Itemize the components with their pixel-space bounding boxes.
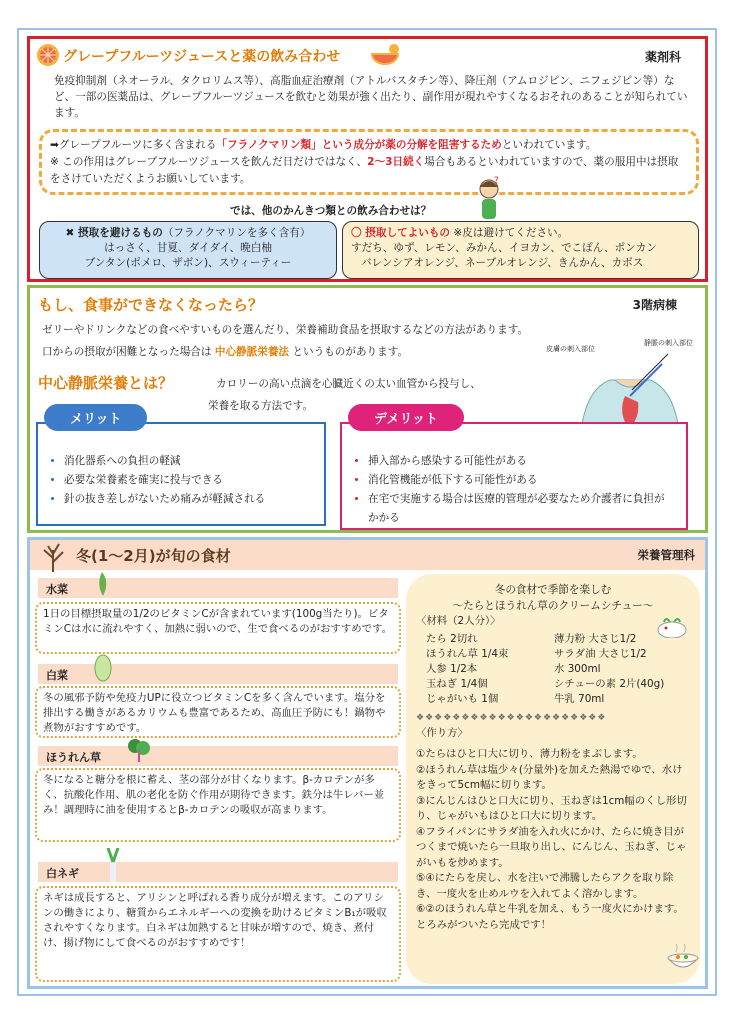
note-emphasis: 「フラノクマリン類」という成分が薬の分解を阻害するため xyxy=(216,139,502,151)
ingredient: 薄力粉 大さじ1/2 xyxy=(554,633,637,645)
list-item: • 消化管機能が低下する可能性がある xyxy=(368,471,674,490)
list-item: • 必要な栄養素を確実に投与できる xyxy=(64,471,265,490)
recipe-step: ⑥②のほうれん草と牛乳を加え、もう一度火にかけます。とろみがついたら完成です！ xyxy=(416,903,684,931)
vegetable-description: 1日の目標摂取量の1/2のビタミンCが含まれています(100g当たり)。ビタミンCは水に流れやすく、加熱に弱いので、生で食べるのがおすすめです。 xyxy=(35,602,401,654)
vegetable-description: ネギは成長すると、アリシンと呼ばれる香り成分が増えます。このアリシンの働きにより、糖質からエネルギーへの変換を助けるビタミンB₁が吸収されやすくなります。白ネギは加熱すると甘味が増すので、焼き、煮付け、揚げ物にして食べるのがおすすめです！ xyxy=(35,886,401,982)
note-text: といわれています。 xyxy=(501,139,597,151)
divider: ❖❖❖❖❖❖❖❖❖❖❖❖❖❖❖❖❖❖❖❖❖ xyxy=(416,713,607,723)
avoid-subtitle: （フラノクマリンを多く含有） xyxy=(162,227,311,239)
list-item: • 在宅で実施する場合は医療的管理が必要なため介護者に負担がかかる xyxy=(368,490,674,528)
nutrition-section xyxy=(27,285,708,533)
vegetable-label: 水菜 xyxy=(38,578,398,598)
ingredients-label: 〈材料（2人分）〉 xyxy=(416,615,501,627)
recipe-step: ⑤④にたらを戻し、水を注いで沸騰したらアクを取り除き、一度火を止めルウを入れてよく溶かします。 xyxy=(416,872,674,900)
steps-label: 〈作り方〉 xyxy=(416,727,468,739)
list-item: • 挿入部から感染する可能性がある xyxy=(368,452,674,471)
figure-label: 静脈の刺入部位 xyxy=(644,339,693,347)
section-title: もし、食事ができなくなったら？ xyxy=(38,296,264,314)
vegetable-label: 白菜 xyxy=(38,664,398,684)
recipe-subtitle: ～たらとほうれん草のクリームシチュー～ xyxy=(452,600,654,612)
ok-box xyxy=(342,221,699,279)
bare-tree-icon xyxy=(36,542,70,572)
vegetable-description: 冬になると糖分を根に蓄え、茎の部分が甘くなります。β-カロテンが多く、抗酸化作用、肌の老化を防ぐ作用が期待できます。鉄分は牛レバー並み！調理時に油を使用するとβ-カロテンの吸収が高まります。 xyxy=(35,768,401,842)
section-title: グレープフルーツジュースと薬の飲み合わせ xyxy=(63,49,341,65)
body-text: 口からの摂取が困難となった場合は 中心静脈栄養法 というものがあります。 xyxy=(42,346,409,358)
ingredient: シチューの素 2片(40g) xyxy=(554,678,665,690)
list-item: • 消化器系への負担の軽減 xyxy=(64,452,265,471)
ingredient: 人参 1/2本 xyxy=(426,663,478,675)
note-emphasis: 2～3日続く xyxy=(367,156,425,168)
spinach-icon xyxy=(126,736,152,762)
body-text: ゼリーやドリンクなどの食べやすいものを選んだり、栄養補助食品を摂取するなどの方法があります。 xyxy=(42,324,529,336)
grapefruit-half-icon xyxy=(370,43,400,65)
vegetable-label: 白ネギ xyxy=(38,862,398,882)
figure-label: 皮膚の刺入部位 xyxy=(546,345,595,353)
ingredient: たら 2切れ xyxy=(426,633,478,645)
ingredient: サラダ油 大さじ1/2 xyxy=(554,648,647,660)
ingredient: 水 300ml xyxy=(554,663,601,675)
ingredients-list xyxy=(426,632,690,707)
ok-list: すだち、ゆず、レモン、みかん、イヨカン、でこぽん、ポンカン xyxy=(351,242,657,254)
stew-bowl-icon xyxy=(666,944,700,974)
note-text: ➡グレープフルーツに多く含まれる xyxy=(50,139,217,151)
snow-rabbit-icon xyxy=(656,616,688,638)
ingredient: 玉ねぎ 1/4個 xyxy=(426,678,488,690)
ingredient: ほうれん草 1/4束 xyxy=(426,648,509,660)
recipe-step: ①たらはひと口大に切り、薄力粉をまぶします。 xyxy=(416,748,643,760)
ingredient: じゃがいも 1個 xyxy=(426,693,499,705)
subheading: 中心静脈栄養とは？ xyxy=(38,374,174,392)
mizuna-icon xyxy=(92,570,114,596)
ingredient: 牛乳 70ml xyxy=(554,693,605,705)
section-title: 冬(1～2月)が旬の食材 xyxy=(76,547,231,565)
warning-note xyxy=(39,129,699,195)
question-text: では、他のかんきつ類との飲み合わせは？ xyxy=(230,205,432,217)
vegetable-description: 冬の風邪予防や免疫力UPに役立つビタミンCを多く含んでいます。塩分を排出する働きがあるカリウムも豊富であるため、高血圧予防にも！鍋物や煮物がおすすめです。 xyxy=(35,686,401,738)
department-label: 薬剤科 xyxy=(644,50,681,64)
recipe-title: 冬の食材で季節を楽しむ xyxy=(494,584,612,596)
vegetable-label: ほうれん草 xyxy=(38,746,398,766)
recipe-step: ②ほうれん草は塩少々(分量外)を加えた熱湯でゆで、水けをきって5cm幅に切ります。 xyxy=(416,763,683,791)
body-text: カロリーの高い点滴を心臓近くの太い血管から投与し、 xyxy=(216,378,481,390)
avoid-list: ブンタン(ポメロ、ザボン)、スウィーティー xyxy=(84,257,292,269)
recipe-step: ③にんじんはひと口大に切り、玉ねぎは1cm幅のくし形切り、じゃがいもはひと口大に切ります。 xyxy=(416,794,687,822)
department-label: 栄養管理科 xyxy=(637,548,695,562)
recipe-step: ④フライパンにサラダ油を入れ火にかけ、たらに焼き目がつくまで焼いたら一旦取り出し、にんじん、玉ねぎ、じゃがいもを炒めます。 xyxy=(416,825,687,869)
note-text: ※ この作用はグレープフルーツジュースを飲んだ日だけではなく、 xyxy=(50,156,368,168)
demerit-list xyxy=(354,452,674,528)
demerit-tab: デメリット xyxy=(348,404,464,431)
body-text: 栄養を取る方法です。 xyxy=(208,400,314,412)
ok-title: 〇 摂取してよいもの xyxy=(351,227,451,239)
merit-box xyxy=(36,412,326,526)
svg-text:?: ? xyxy=(494,176,499,186)
napa-cabbage-icon xyxy=(92,654,114,682)
list-item: • 針の抜き差しがないため痛みが軽減される xyxy=(64,490,265,509)
grapefruit-icon xyxy=(36,43,60,67)
thinking-person-icon xyxy=(476,175,502,221)
steps-list xyxy=(416,747,690,933)
grapefruit-section xyxy=(27,36,708,282)
seasonal-food-section xyxy=(27,537,708,989)
avoid-list: はっさく、甘夏、ダイダイ、晩白柚 xyxy=(104,242,272,254)
merit-list xyxy=(50,452,265,509)
leek-icon xyxy=(106,848,120,882)
merit-tab: メリット xyxy=(44,404,147,431)
demerit-box xyxy=(340,412,688,530)
ok-list: バレンシアオレンジ、ネーブルオレンジ、きんかん、カボス xyxy=(361,257,644,269)
ok-subtitle: ※皮は避けてください。 xyxy=(453,227,569,239)
avoid-box xyxy=(39,221,337,279)
department-label: 3階病棟 xyxy=(632,298,677,312)
intro-text: 免疫抑制剤（ネオーラル、タクロリムス等）、高脂血症治療剤（アトルバスタチン等）、降圧剤（アムロジピン、ニフェジピン等）など、一部の医薬品は、グレープフルーツジュースを飲むと効果が強く出たり、副作用が現れやすくなるおそれのあることが知られています。 xyxy=(54,75,688,119)
note-text: 場合もあるといわれていますので、薬の服用中は摂取をさけていただくようお願いしています。 xyxy=(50,156,679,185)
avoid-title: ✖ 摂取を避けるもの xyxy=(65,227,163,239)
